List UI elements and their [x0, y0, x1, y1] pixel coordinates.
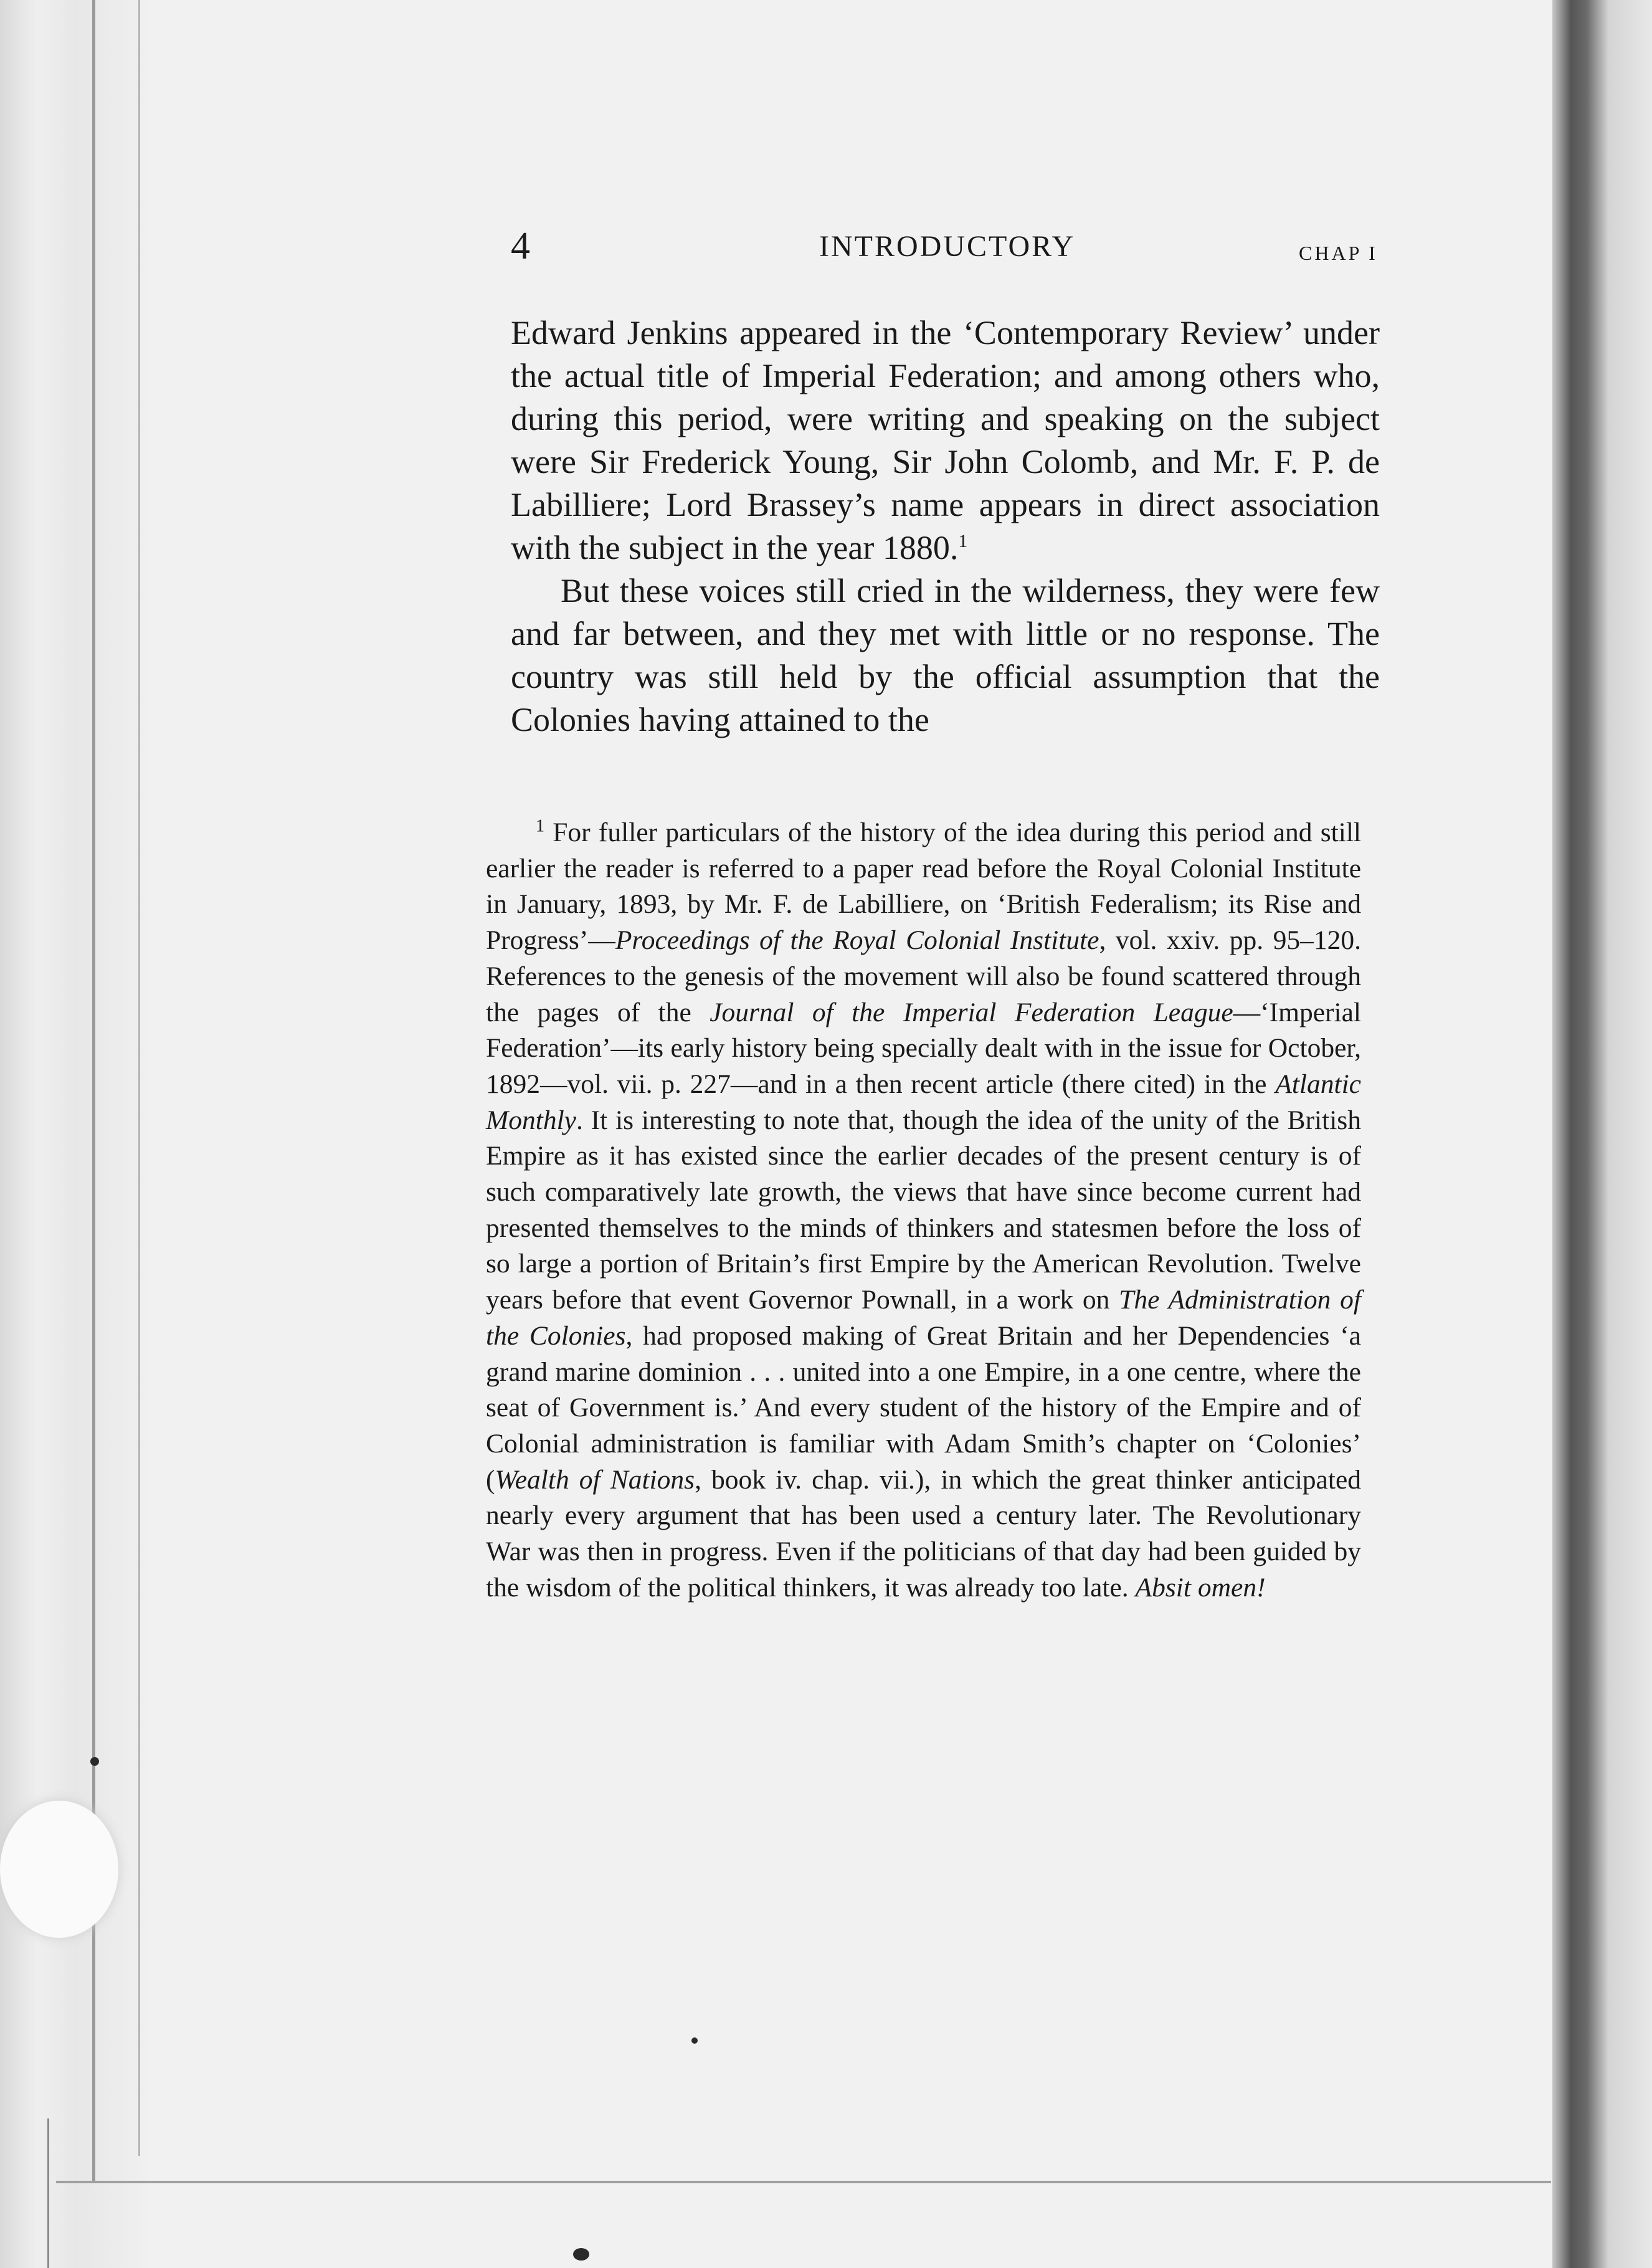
running-head: [511, 224, 1383, 274]
footnote-paragraph: [486, 815, 1361, 1606]
paper-blemish: [0, 1801, 118, 1938]
main-text: [511, 312, 1380, 741]
footnote-citation: Wealth of Nations: [495, 1464, 695, 1495]
body-paragraph: [511, 312, 1380, 569]
footnote-citation: Proceedings of the Royal Colonial Institute: [615, 925, 1099, 956]
page-number: 4: [511, 225, 530, 267]
body-paragraph-text: Edward Jenkins appeared in the ‘Contemporary Review’ under the actual title of Imperial Federation; and among others who, during this period, were writing and speaking on the subject were Sir Frederick Young, Sir John Colomb, and Mr. F. P. de Labilliere; Lord Brassey’s name appears in direct association with the subject in the year 1880.: [511, 314, 1380, 566]
footnote-text: —‘Imperial Federation’—its early history being specially dealt with in the issue for October, 1892—vol. vii. p. 227—and in a then recent article (there cited) in the: [486, 997, 1361, 1099]
binding-rule: [138, 0, 140, 2156]
body-paragraph: But these voices still cried in the wilderness, they were few and far between, and they met with little or no response. The country was still held by the official assumption that the Colonies having attained to the: [511, 572, 1380, 738]
binding-rule: [47, 2118, 49, 2268]
footnote-marker: 1: [536, 816, 544, 836]
footnote-latin-phrase: Absit omen!: [1135, 1572, 1266, 1603]
footnote-citation: Atlantic Monthly: [486, 1069, 1361, 1135]
chapter-label: CHAP I: [1299, 242, 1378, 264]
footnote-citation: Journal of the Imperial Federation League: [710, 997, 1233, 1027]
ink-speck: [90, 1757, 99, 1766]
footnote-citation: The Administration of the Colonies: [486, 1285, 1361, 1351]
footnote-reference: 1: [958, 531, 968, 551]
ink-speck: [573, 2248, 589, 2261]
footnote-text: For fuller particulars of the history of the idea during this period and still earlier the reader is referred to a paper read before the Royal Colonial Institute in January, 1893, by Mr. F. de Labilliere, on ‘British Federalism; its Rise and Progress’—: [486, 817, 1362, 956]
page-bottom-edge: [56, 2181, 1551, 2183]
footnote-text: , had proposed making of Great Britain and her Dependencies ‘a grand marine dominion . . . united into a one Empire, in a one centre, where the seat of Government is.’ And every student of the history of the Empire and of Colonial administration is familiar with Adam Smith’s chapter on ‘Colonies’ (: [486, 1320, 1361, 1495]
running-title: INTRODUCTORY: [819, 230, 1076, 263]
footnote-text: , vol. xxiv. pp. 95–120. References to the genesis of the movement will also be found scattered through the pages of the: [486, 925, 1361, 1027]
footnote-text: , book iv. chap. vii.), in which the great thinker anticipated nearly every argument that has been used a century later. The Revolutionary War was then in progress. Even if the politicians of that day had been guided by the wisdom of the political thinkers, it was already too late.: [486, 1464, 1362, 1603]
page-right-edge: [1552, 0, 1652, 2268]
footnote: [486, 815, 1361, 1606]
ink-speck: [691, 2037, 698, 2044]
footnote-text: . It is interesting to note that, though the idea of the unity of the British Empire as it has existed since the earlier decades of the present century is of such comparatively late growth, the views that have since become current had presented themselves to the minds of thinkers and statesmen before the loss of so large a portion of Britain’s first Empire by the American Revolution. Twelve years before that event Governor Pownall, in a work on: [486, 1105, 1361, 1315]
